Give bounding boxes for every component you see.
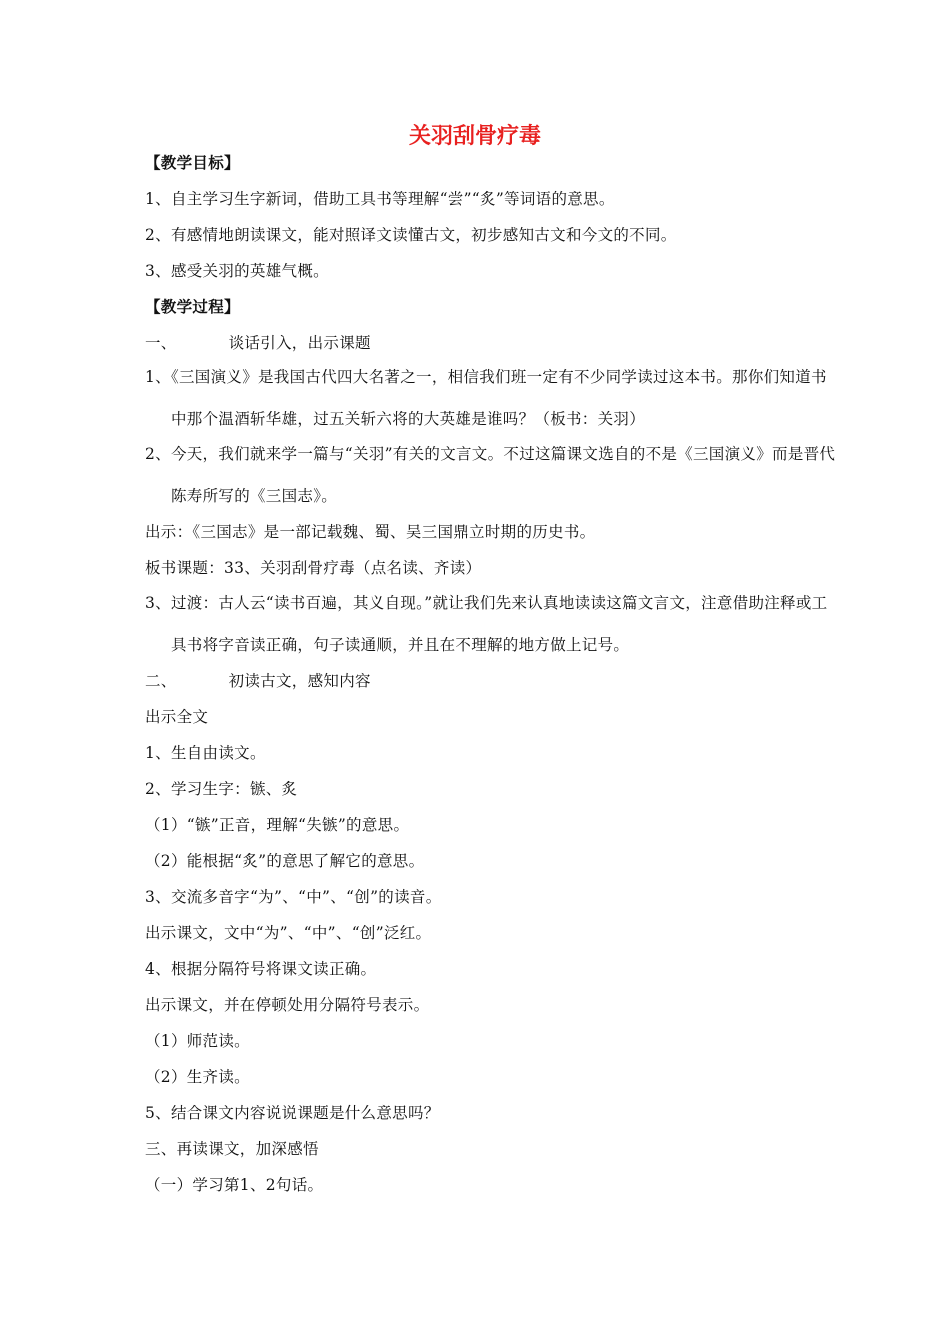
paragraph: 1、生自由读文。: [145, 744, 266, 762]
paragraph: （1）师范读。: [145, 1032, 250, 1050]
part1-heading: [145, 332, 815, 354]
paragraph: 出示全文: [145, 708, 209, 726]
paragraph: 1、《三国演义》是我国古代四大名著之一，相信我们班一定有不少同学读过这本书。那你们知道书中那个温酒斩华雄，过五关斩六将的大英雄是谁吗？（板书：关羽）: [145, 368, 827, 428]
process-heading: 【教学过程】: [145, 298, 240, 316]
board-title-line: 板书课题：33、关羽刮骨疗毒（点名读、齐读）: [145, 559, 482, 577]
paragraph: 5、结合课文内容说说课题是什么意思吗？: [145, 1104, 440, 1122]
goal-item: 2、有感情地朗读课文，能对照译文读懂古文，初步感知古文和今文的不同。: [145, 226, 677, 244]
part2-text: 初读古文，感知内容: [228, 672, 371, 690]
paragraph: 出示课文，并在停顿处用分隔符号表示。: [145, 996, 430, 1014]
paragraph: 3、交流多音字“为”、“中”、“创”的读音。: [145, 888, 442, 906]
paragraph: （一）学习第1、2句话。: [145, 1176, 324, 1194]
goal-item: 3、感受关羽的英雄气概。: [145, 262, 329, 280]
paragraph: （2）生齐读。: [145, 1068, 250, 1086]
paragraph: 出示课文，文中“为”、“中”、“创”泛红。: [145, 924, 432, 942]
document-title: 关羽刮骨疗毒: [408, 124, 541, 149]
part2-heading: [145, 670, 815, 692]
paragraph: （2）能根据“炙”的意思了解它的意思。: [145, 852, 425, 870]
goal-item: 1、自主学习生字新词，借助工具书等理解“尝”“炙”等词语的意思。: [145, 190, 615, 208]
paragraph: 出示：《三国志》是一部记载魏、蜀、吴三国鼎立时期的历史书。: [145, 523, 596, 541]
paragraph: 4、根据分隔符号将课文读正确。: [145, 960, 377, 978]
part1-number: 一、: [145, 334, 177, 352]
part1-text: 谈话引入，出示课题: [228, 334, 371, 352]
paragraph: 2、学习生字：镞、炙: [145, 780, 298, 798]
goals-heading: 【教学目标】: [145, 154, 240, 172]
paragraph: 2、今天，我们就来学一篇与“关羽”有关的文言文。不过这篇课文选自的不是《三国演义》而是晋代陈寿所写的《三国志》。: [145, 445, 836, 505]
paragraph: 3、过渡：古人云“读书百遍，其义自现。”就让我们先来认真地读读这篇文言文，注意借助注释或工具书将字音读正确，句子读通顺，并且在不理解的地方做上记号。: [145, 594, 828, 654]
part2-number: 二、: [145, 672, 177, 690]
part3-heading: 三、再读课文，加深感悟: [145, 1140, 319, 1158]
paragraph: （1）“镞”正音，理解“失镞”的意思。: [145, 816, 410, 834]
